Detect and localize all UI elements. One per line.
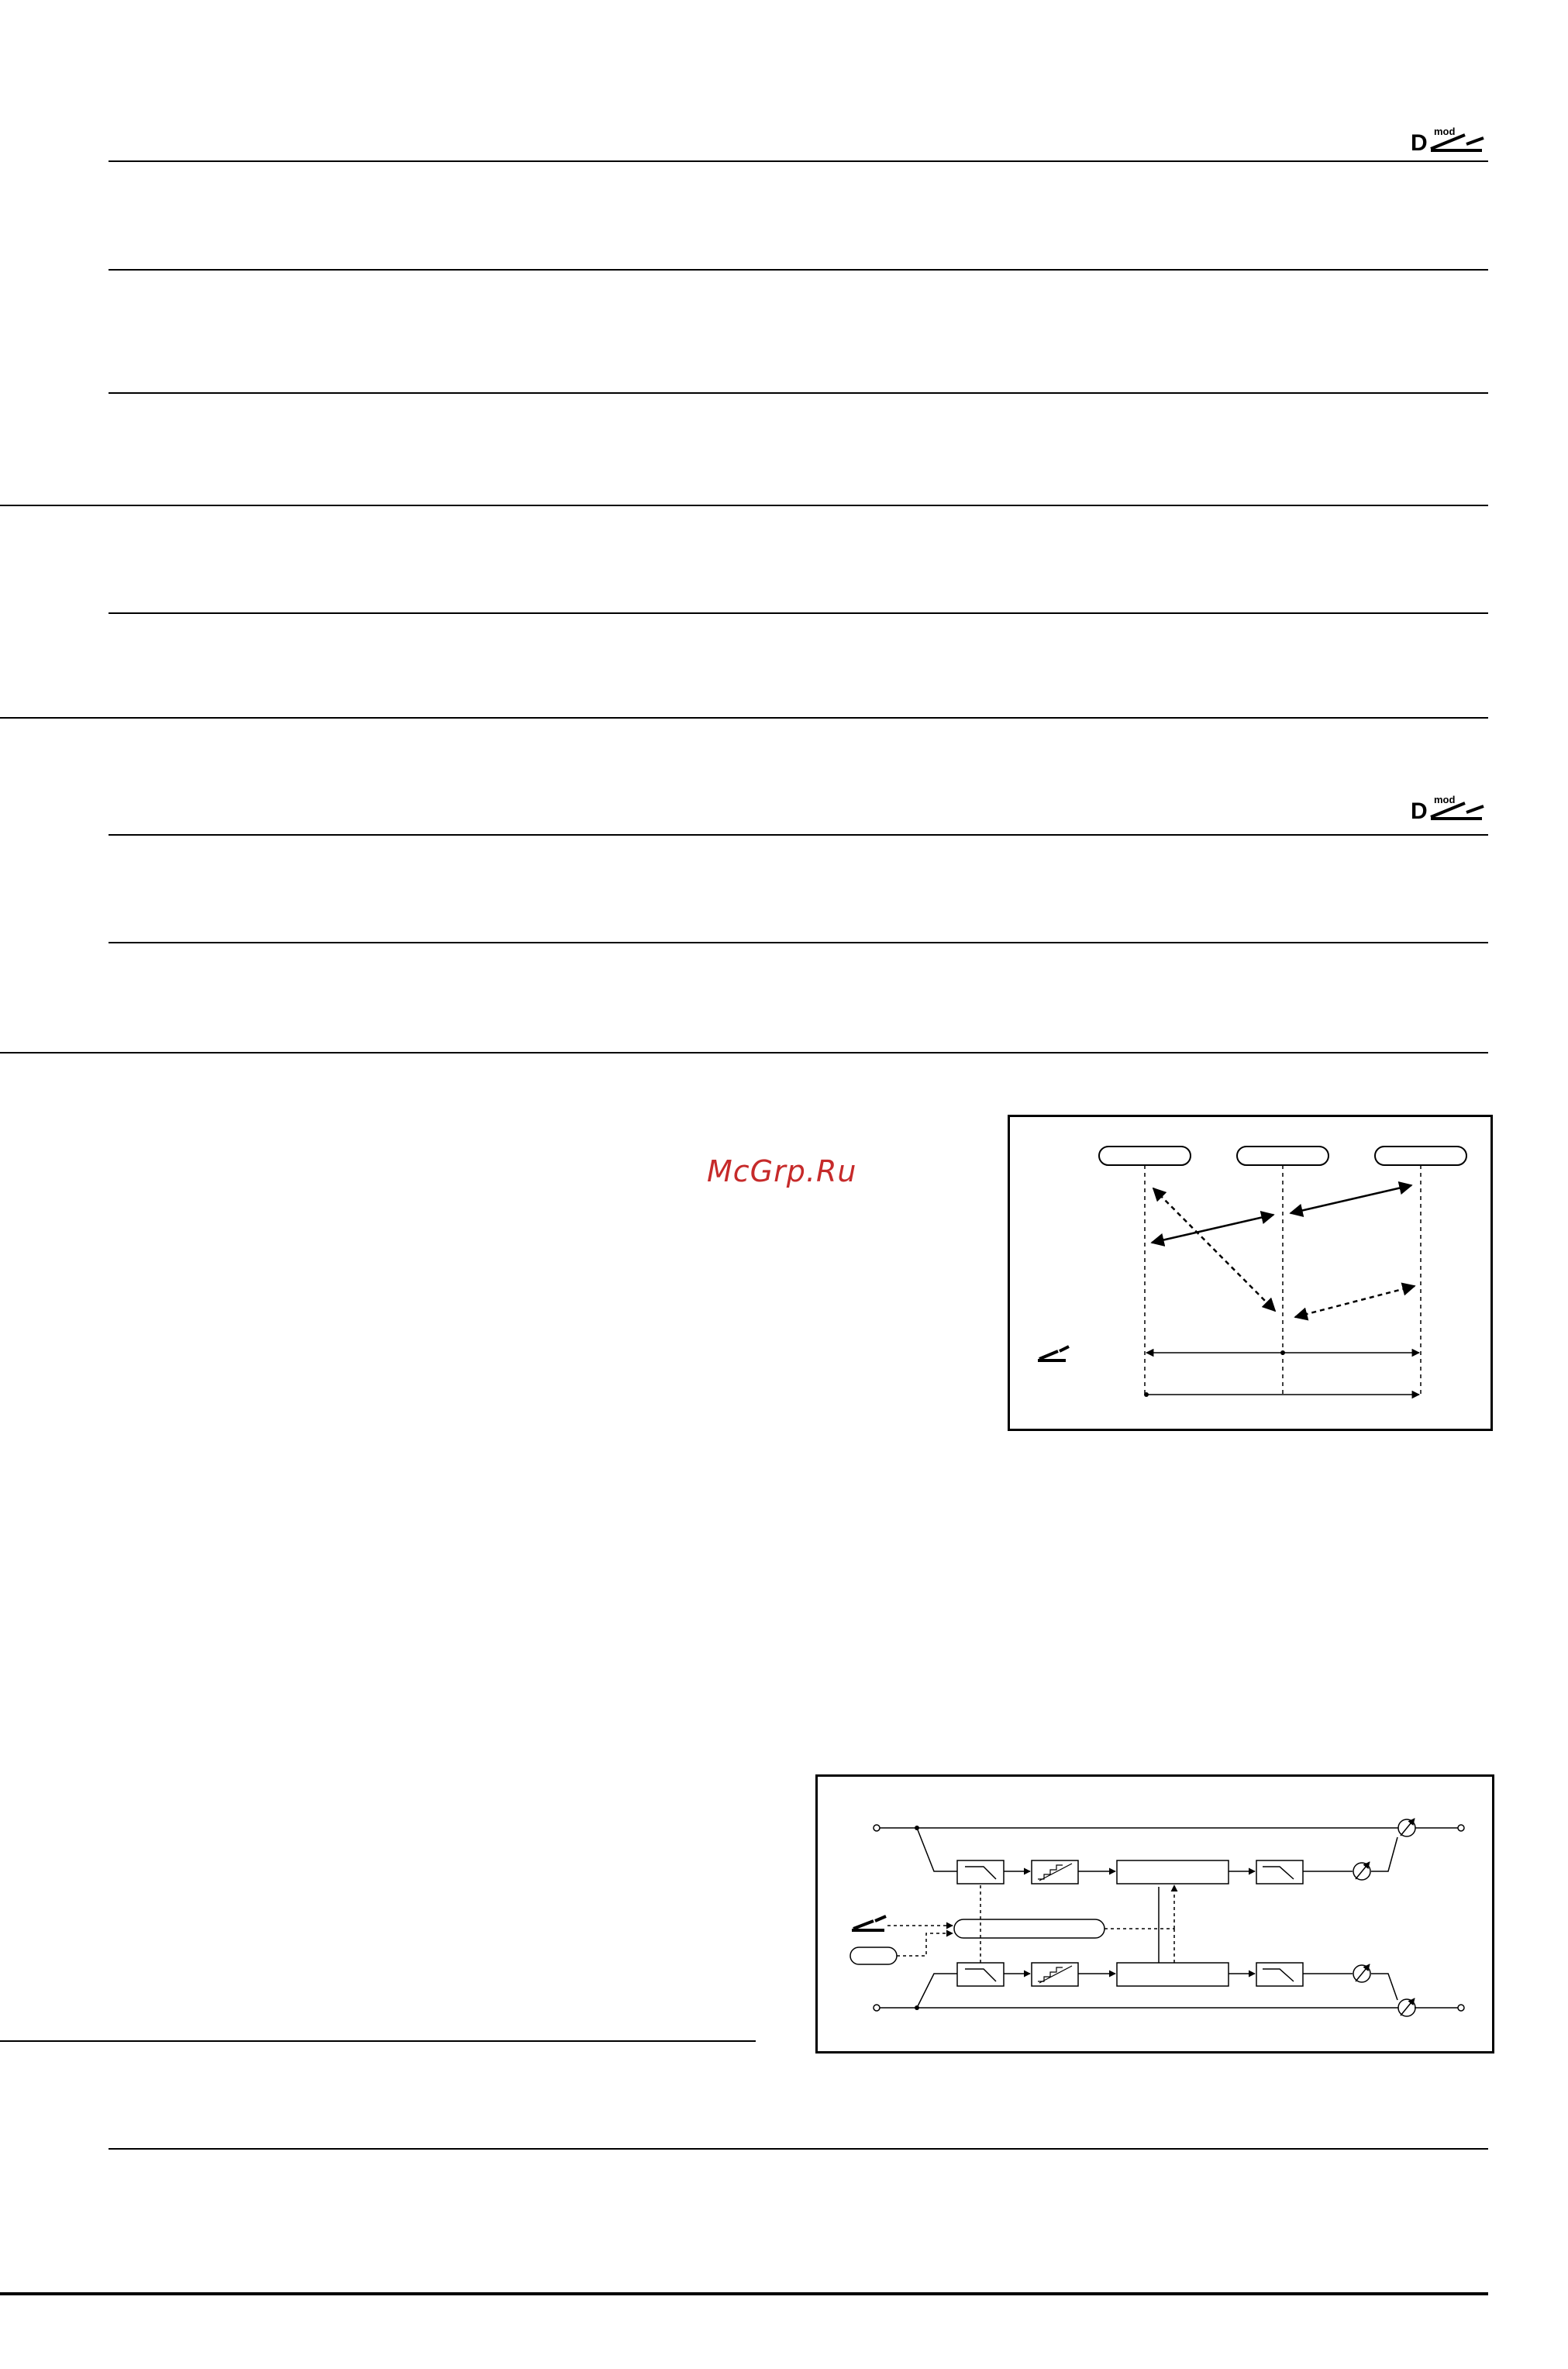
delay-block-top [1117, 1860, 1229, 1884]
d-mod-letter: D [1411, 130, 1428, 156]
rule-5 [109, 612, 1488, 614]
route-arrow-2 [1291, 1185, 1411, 1213]
d-mod-icon [1038, 1347, 1069, 1360]
rule-footer [0, 2292, 1488, 2295]
d-mod-icon [1411, 792, 1485, 823]
rule-10 [0, 2040, 756, 2042]
d-mod-logo-header [1411, 124, 1485, 155]
route-arrow-4 [1295, 1286, 1415, 1317]
mod-source-capsule [850, 1947, 897, 1964]
signal-block-diagram-figure [815, 1774, 1494, 2053]
level-knob-bottom [1353, 1964, 1370, 1982]
tap-capsule-left [1099, 1147, 1191, 1165]
tap-capsule-center [1237, 1147, 1328, 1165]
delay-block-bottom [1117, 1963, 1229, 1986]
d-mod-sub: mod [1434, 126, 1456, 137]
d-mod-logo-section [1411, 792, 1485, 823]
rule-7 [109, 834, 1488, 836]
hicut-block-bottom [1256, 1963, 1303, 1986]
rule-3 [109, 392, 1488, 394]
rule-4 [0, 505, 1488, 506]
filter-block-bottom [957, 1963, 1004, 1986]
d-mod-icon [852, 1916, 886, 1930]
watermark: McGrp.Ru [707, 1154, 857, 1188]
level-knob-top [1353, 1862, 1370, 1880]
delay-routing-figure [1008, 1115, 1493, 1431]
mix-knob-top [1398, 1819, 1415, 1836]
rule-1 [109, 160, 1488, 162]
filter-block-top [957, 1860, 1004, 1884]
hicut-block-top [1256, 1860, 1303, 1884]
delay-routing-diagram [1010, 1117, 1490, 1429]
d-mod-letter: D [1411, 798, 1428, 824]
rule-8 [109, 942, 1488, 943]
mix-knob-bottom [1398, 1998, 1415, 2016]
lfo-capsule [954, 1919, 1104, 1938]
rule-9 [0, 1052, 1488, 1053]
d-mod-icon [1411, 124, 1485, 155]
rule-6 [0, 717, 1488, 719]
d-mod-sub: mod [1434, 794, 1456, 805]
rule-2 [109, 269, 1488, 271]
rule-11 [109, 2148, 1488, 2150]
route-arrow-3 [1153, 1188, 1275, 1311]
tap-capsule-right [1375, 1147, 1466, 1165]
signal-block-diagram [818, 1777, 1492, 2051]
route-arrow-1 [1152, 1215, 1273, 1243]
